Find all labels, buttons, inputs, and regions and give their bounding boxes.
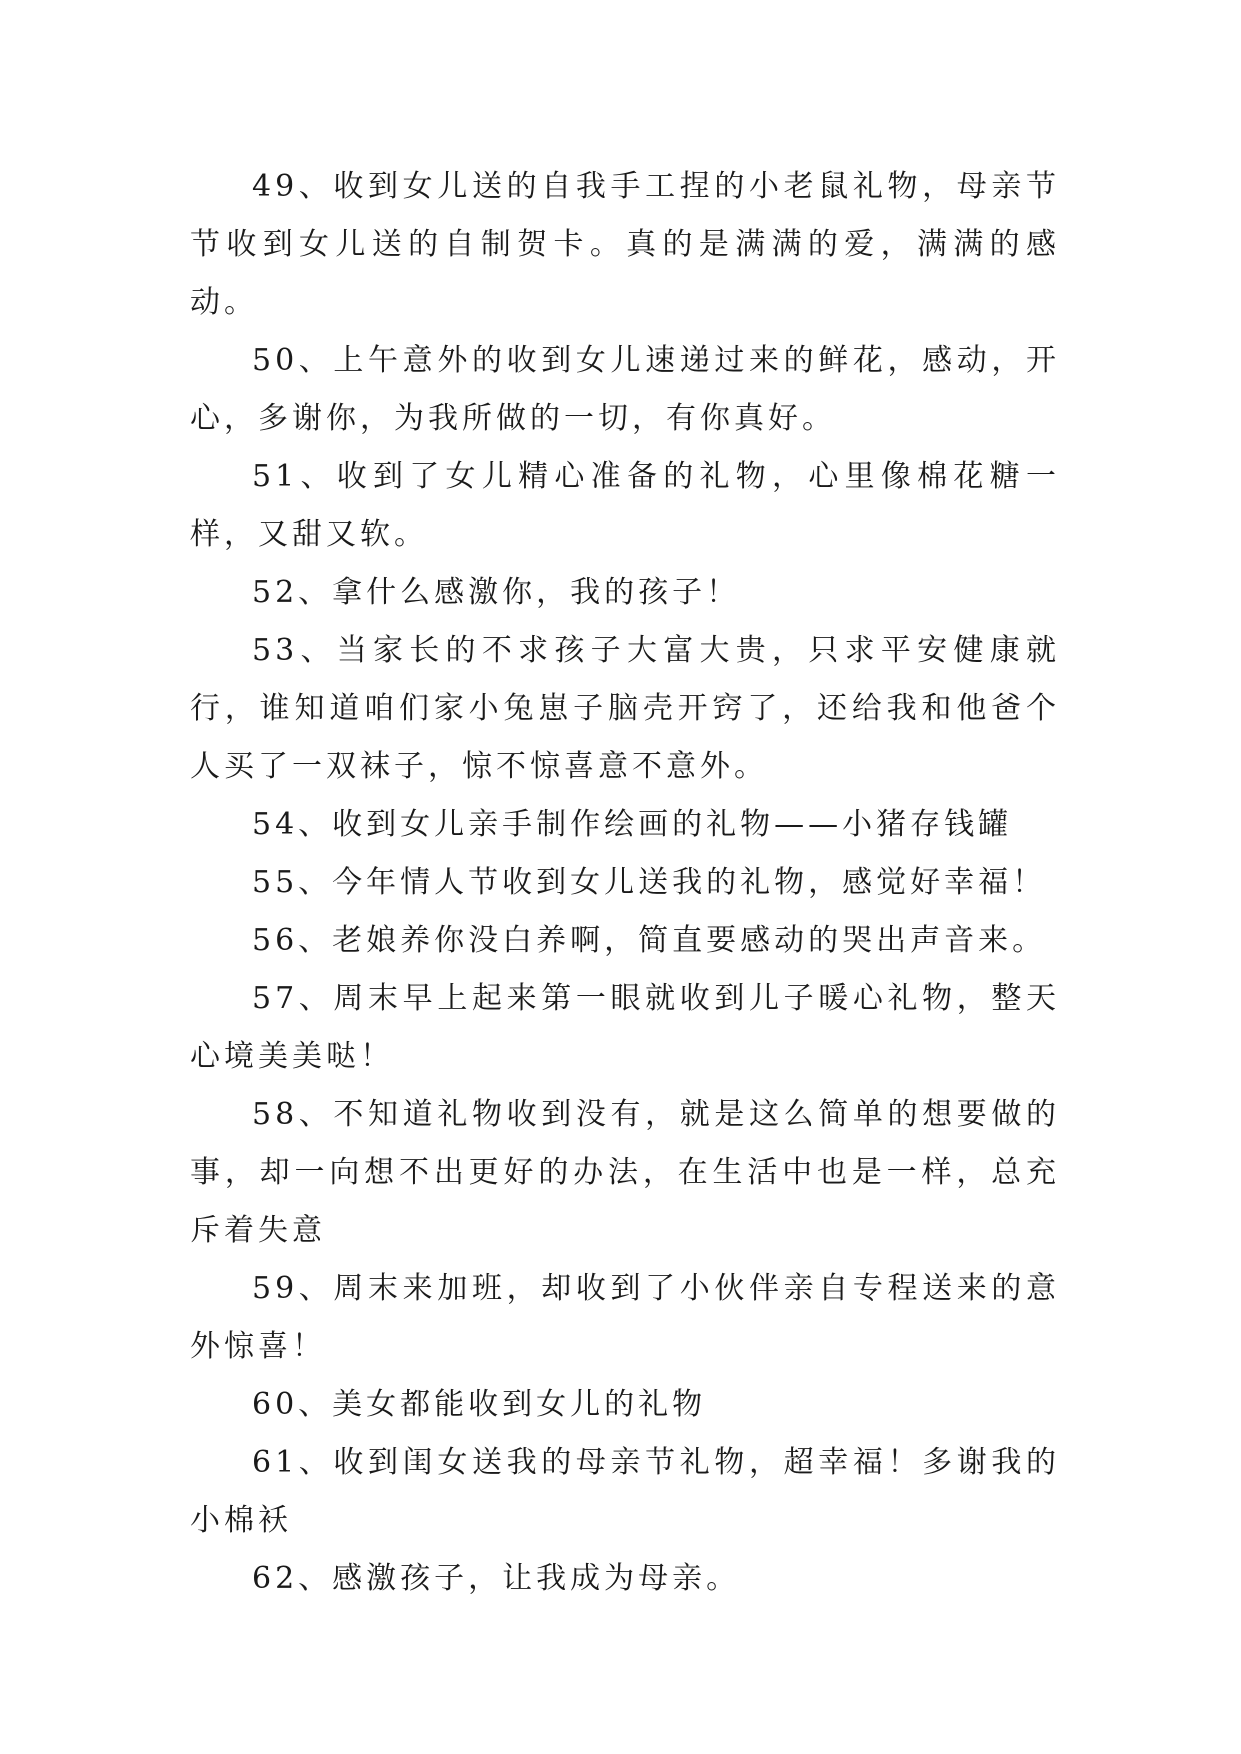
paragraph-54: 54、收到女儿亲手制作绘画的礼物——小猪存钱罐 <box>252 807 1013 842</box>
paragraph-61: 61、收到闺女送我的母亲节礼物，超幸福！多谢我的小棉袄 <box>190 1445 1060 1538</box>
document-body <box>190 158 1060 1608</box>
paragraph-57: 57、周末早上起来第一眼就收到儿子暖心礼物，整天心境美美哒！ <box>190 981 1060 1074</box>
paragraph-53: 53、当家长的不求孩子大富大贵，只求平安健康就行，谁知道咱们家小兔崽子脑壳开窍了，还给我和他爸个人买了一双袜子，惊不惊喜意不意外。 <box>190 633 1060 784</box>
paragraph-55: 55、今年情人节收到女儿送我的礼物，感觉好幸福！ <box>252 865 1047 900</box>
paragraph-49: 49、收到女儿送的自我手工捏的小老鼠礼物，母亲节节收到女儿送的自制贺卡。真的是满满的爱，满满的感动。 <box>190 169 1060 320</box>
paragraph-52: 52、拿什么感激你，我的孩子！ <box>252 575 741 610</box>
paragraph-50: 50、上午意外的收到女儿速递过来的鲜花，感动，开心，多谢你，为我所做的一切，有你真好。 <box>190 343 1060 436</box>
paragraph-51: 51、收到了女儿精心准备的礼物，心里像棉花糖一样，又甜又软。 <box>190 459 1060 552</box>
paragraph-59: 59、周末来加班，却收到了小伙伴亲自专程送来的意外惊喜！ <box>190 1271 1060 1364</box>
paragraph-60: 60、美女都能收到女儿的礼物 <box>252 1387 707 1422</box>
paragraph-62: 62、感激孩子，让我成为母亲。 <box>252 1561 741 1596</box>
paragraph-56: 56、老娘养你没白养啊，简直要感动的哭出声音来。 <box>252 923 1047 958</box>
paragraph-58: 58、不知道礼物收到没有，就是这么简单的想要做的事，却一向想不出更好的办法，在生活中也是一样，总充斥着失意 <box>190 1097 1060 1248</box>
